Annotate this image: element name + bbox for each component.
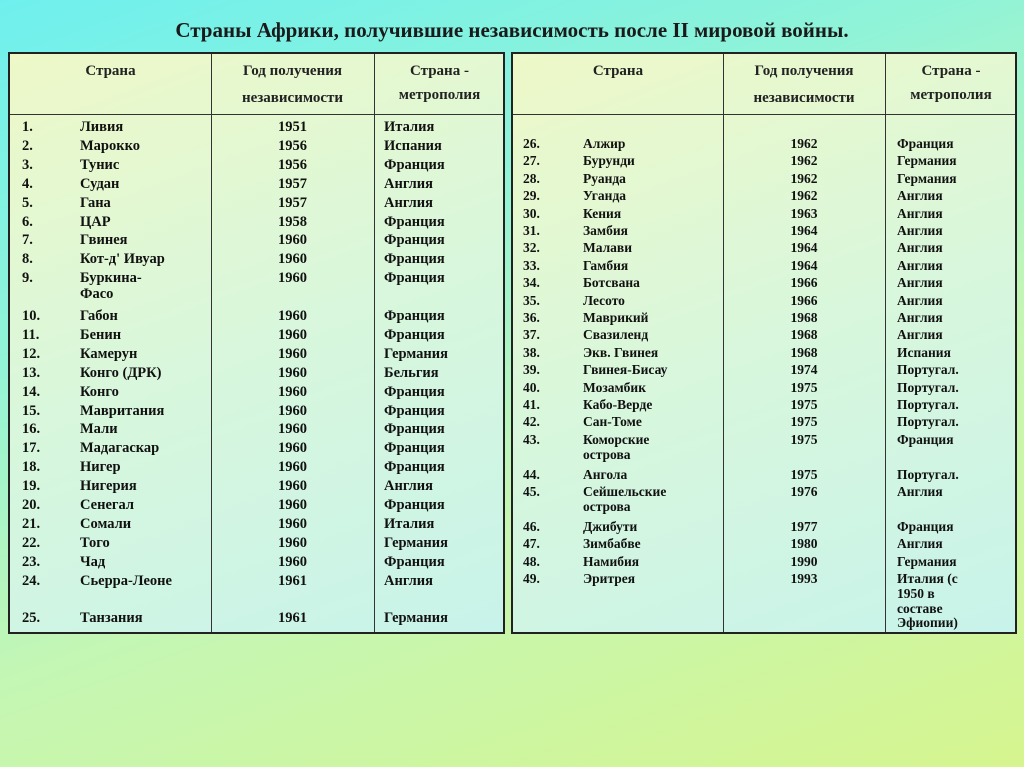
header-divider <box>10 114 503 115</box>
metropolis: Италия <box>384 515 435 532</box>
row-number: 42. <box>523 414 540 430</box>
column-divider <box>885 54 886 632</box>
metropolis: Португал. <box>897 414 959 430</box>
header-country: Страна <box>592 63 644 79</box>
metropolis: Англия <box>897 536 943 552</box>
independence-year: 1957 <box>278 175 307 192</box>
metropolis: Италия (с <box>897 571 958 586</box>
country-name-cont: острова <box>583 498 631 514</box>
row-number: 21. <box>22 515 41 532</box>
country-name: Сьерра-Леоне <box>80 572 172 589</box>
independence-year: 1960 <box>278 270 307 287</box>
country-name: Чад <box>80 553 106 570</box>
row-number: 15. <box>22 402 41 419</box>
header-metro-line2: метрополия <box>398 87 481 103</box>
row-number: 33. <box>523 257 540 273</box>
metropolis: Англия <box>897 240 943 256</box>
independence-year: 1964 <box>790 240 818 256</box>
independence-year: 1960 <box>278 383 307 400</box>
metropolis: Франция <box>384 308 445 324</box>
country-name: Бенин <box>80 326 122 343</box>
row-number: 30. <box>523 205 540 221</box>
row-number: 5. <box>22 194 33 211</box>
column-divider <box>374 54 375 632</box>
independence-year: 1960 <box>278 459 307 476</box>
metropolis: Англия <box>897 275 943 291</box>
row-number: 4. <box>22 175 33 192</box>
country-name: Сейшельские <box>583 484 667 499</box>
metropolis: Франция <box>897 136 954 151</box>
metropolis: Англия <box>897 188 943 204</box>
metropolis: Франция <box>384 383 445 400</box>
country-name: Ливия <box>80 119 124 135</box>
header-year-line2: независимости <box>241 90 344 106</box>
row-number: 24. <box>22 572 41 589</box>
country-name: Нигерия <box>80 478 137 495</box>
row-number: 35. <box>523 292 540 308</box>
independence-year: 1960 <box>278 326 307 343</box>
row-number: 1. <box>22 119 33 135</box>
country-name: Кения <box>583 205 622 221</box>
country-name: Буркина- <box>80 270 142 287</box>
metropolis: Португал. <box>897 466 959 482</box>
country-name: Нигер <box>80 459 121 476</box>
row-number: 10. <box>22 308 41 324</box>
row-number: 47. <box>523 536 540 552</box>
country-name: Гвинея-Бисау <box>583 362 668 378</box>
metropolis: Франция <box>384 459 445 476</box>
row-number: 41. <box>523 397 540 412</box>
country-name: Мадагаскар <box>80 440 160 457</box>
metropolis: Франция <box>384 553 445 570</box>
row-number: 12. <box>22 345 41 362</box>
metropolis: Бельгия <box>384 364 439 381</box>
independence-year: 1960 <box>278 402 307 419</box>
metropolis: Франция <box>897 431 954 447</box>
row-number: 18. <box>22 459 41 476</box>
country-name: Замбия <box>583 223 628 238</box>
independence-year: 1975 <box>790 397 818 412</box>
row-number: 37. <box>523 327 540 343</box>
row-number: 29. <box>523 188 540 204</box>
independence-year: 1962 <box>790 153 818 169</box>
country-name: Лесото <box>583 292 625 308</box>
metropolis-cont: Эфиопии) <box>897 615 958 631</box>
independence-year: 1966 <box>790 275 818 291</box>
metropolis: Испания <box>897 344 951 360</box>
metropolis-cont: составе <box>897 600 943 616</box>
country-name: Кабо-Верде <box>583 397 653 412</box>
independence-year: 1993 <box>790 571 818 586</box>
metropolis: Испания <box>384 137 442 154</box>
independence-year: 1962 <box>790 170 818 186</box>
metropolis: Англия <box>384 175 434 192</box>
independence-year: 1962 <box>790 188 818 204</box>
metropolis: Португал. <box>897 379 959 395</box>
country-name: Сан-Томе <box>583 414 642 430</box>
row-number: 32. <box>523 240 540 256</box>
independence-year: 1960 <box>278 553 307 570</box>
independence-year: 1980 <box>790 536 818 552</box>
independence-year: 1960 <box>278 534 307 551</box>
metropolis: Англия <box>897 223 943 238</box>
independence-year: 1968 <box>790 344 818 360</box>
row-number: 20. <box>22 497 41 513</box>
metropolis: Англия <box>384 194 434 211</box>
row-number: 34. <box>523 275 540 291</box>
independence-year: 1966 <box>790 292 818 308</box>
row-number: 31. <box>523 223 540 238</box>
independence-year: 1960 <box>278 251 307 268</box>
independence-table-right <box>511 52 1017 634</box>
independence-year: 1964 <box>790 257 818 273</box>
independence-year: 1962 <box>790 136 818 151</box>
country-name: Эритрея <box>583 571 636 586</box>
independence-year: 1975 <box>790 414 818 430</box>
metropolis: Франция <box>384 326 445 343</box>
independence-year: 1976 <box>790 484 818 499</box>
independence-year: 1963 <box>790 205 818 221</box>
row-number: 2. <box>22 137 33 154</box>
metropolis: Англия <box>897 327 943 343</box>
independence-year: 1960 <box>278 440 307 457</box>
metropolis: Франция <box>384 497 445 513</box>
row-number: 44. <box>523 466 540 482</box>
independence-year: 1951 <box>278 119 307 135</box>
page-title: Страны Африки, получившие независимость после II мировой войны. <box>175 18 849 42</box>
row-number: 49. <box>523 571 540 586</box>
metropolis: Англия <box>897 257 943 273</box>
metropolis: Англия <box>384 572 434 589</box>
independence-year: 1974 <box>790 362 818 378</box>
metropolis: Франция <box>384 440 445 457</box>
country-name: Уганда <box>583 188 627 204</box>
independence-year: 1958 <box>278 213 307 230</box>
independence-year: 1960 <box>278 421 307 438</box>
country-name: Алжир <box>583 136 626 151</box>
row-number: 25. <box>22 610 41 627</box>
country-name: Габон <box>80 308 118 324</box>
row-number: 7. <box>22 232 33 249</box>
independence-year: 1975 <box>790 379 818 395</box>
country-name: Руанда <box>583 170 626 186</box>
metropolis: Франция <box>384 251 445 268</box>
header-year-line2: независимости <box>753 90 855 106</box>
row-number: 22. <box>22 534 41 551</box>
metropolis: Франция <box>384 421 445 438</box>
metropolis: Германия <box>897 153 957 169</box>
country-name: Маврикий <box>583 310 649 325</box>
country-name: Бурунди <box>583 153 635 169</box>
row-number: 19. <box>22 478 41 495</box>
country-name: Гана <box>80 194 111 211</box>
country-name: Мавритания <box>80 402 165 419</box>
independence-year: 1956 <box>278 156 307 173</box>
country-name-cont: острова <box>583 446 631 462</box>
country-name: Кот-д' Ивуар <box>80 251 165 268</box>
metropolis: Англия <box>897 292 943 308</box>
country-name: Сомали <box>80 515 132 532</box>
metropolis: Франция <box>897 518 954 534</box>
independence-year: 1964 <box>790 223 818 238</box>
country-name: Танзания <box>80 610 143 627</box>
independence-year: 1960 <box>278 308 307 324</box>
metropolis: Португал. <box>897 397 959 412</box>
header-country: Страна <box>85 63 136 79</box>
metropolis: Англия <box>384 478 434 495</box>
row-number: 17. <box>22 440 41 457</box>
country-name-cont: Фасо <box>80 286 114 303</box>
country-name: Гамбия <box>583 257 629 273</box>
metropolis: Португал. <box>897 362 959 378</box>
country-name: Намибия <box>583 553 640 569</box>
country-name: Зимбабве <box>583 536 641 552</box>
row-number: 16. <box>22 421 41 438</box>
row-number: 3. <box>22 156 33 173</box>
header-metro-line2: метрополия <box>910 87 992 103</box>
country-name: Камерун <box>80 345 138 362</box>
row-number: 43. <box>523 431 540 447</box>
row-number: 48. <box>523 553 540 569</box>
row-number: 14. <box>22 383 41 400</box>
independence-table-left <box>8 52 505 634</box>
country-name: Джибути <box>583 518 638 534</box>
country-name: Конго <box>80 383 119 400</box>
country-name: Судан <box>80 175 120 192</box>
row-number: 40. <box>523 379 540 395</box>
independence-year: 1960 <box>278 478 307 495</box>
row-number: 39. <box>523 362 540 378</box>
independence-year: 1960 <box>278 345 307 362</box>
metropolis: Франция <box>384 232 445 249</box>
independence-year: 1990 <box>790 553 818 569</box>
metropolis: Германия <box>384 345 448 362</box>
metropolis: Англия <box>897 310 943 325</box>
row-number: 26. <box>523 136 540 151</box>
independence-year: 1961 <box>278 610 307 627</box>
row-number: 13. <box>22 364 41 381</box>
independence-year: 1960 <box>278 515 307 532</box>
independence-year: 1961 <box>278 572 307 589</box>
metropolis: Англия <box>897 205 943 221</box>
metropolis: Италия <box>384 119 435 135</box>
row-number: 36. <box>523 310 540 325</box>
country-name: ЦАР <box>80 213 111 230</box>
country-name: Конго (ДРК) <box>80 364 162 381</box>
independence-year: 1960 <box>278 364 307 381</box>
country-name: Марокко <box>80 137 141 154</box>
header-year-line1: Год получения <box>242 63 342 79</box>
metropolis: Франция <box>384 213 445 230</box>
row-number: 11. <box>22 326 40 343</box>
country-name: Мозамбик <box>583 379 646 395</box>
country-name: Того <box>80 534 110 551</box>
header-metro-line1: Страна - <box>921 63 981 79</box>
row-number: 45. <box>523 484 540 499</box>
independence-year: 1975 <box>790 431 818 447</box>
row-number: 38. <box>523 344 540 360</box>
metropolis: Франция <box>384 156 445 173</box>
country-name: Мали <box>80 421 118 438</box>
country-name: Коморские <box>583 431 650 447</box>
metropolis-cont: 1950 в <box>897 585 935 601</box>
row-number: 6. <box>22 213 33 230</box>
row-number: 23. <box>22 553 41 570</box>
country-name: Ангола <box>583 466 628 482</box>
row-number: 27. <box>523 153 540 169</box>
header-metro-line1: Страна - <box>410 63 469 79</box>
independence-year: 1975 <box>790 466 818 482</box>
row-number: 46. <box>523 518 540 534</box>
metropolis: Англия <box>897 484 943 499</box>
header-year-line1: Год получения <box>754 63 854 79</box>
country-name: Свазиленд <box>583 327 649 343</box>
metropolis: Франция <box>384 270 445 287</box>
independence-year: 1957 <box>278 194 307 211</box>
independence-year: 1960 <box>278 497 307 513</box>
country-name: Малави <box>583 240 633 256</box>
metropolis: Германия <box>384 610 448 627</box>
metropolis: Франция <box>384 402 445 419</box>
country-name: Гвинея <box>80 232 128 249</box>
country-name: Ботсвана <box>583 275 640 291</box>
metropolis: Германия <box>897 553 957 569</box>
header-divider <box>513 114 1015 115</box>
country-name: Экв. Гвинея <box>583 344 659 360</box>
independence-year: 1977 <box>790 518 818 534</box>
country-name: Тунис <box>80 156 120 173</box>
row-number: 28. <box>523 170 540 186</box>
independence-year: 1968 <box>790 327 818 343</box>
independence-year: 1968 <box>790 310 818 325</box>
row-number: 8. <box>22 251 33 268</box>
metropolis: Германия <box>897 170 957 186</box>
independence-year: 1960 <box>278 232 307 249</box>
country-name: Сенегал <box>80 497 134 513</box>
metropolis: Германия <box>384 534 448 551</box>
independence-year: 1956 <box>278 137 307 154</box>
row-number: 9. <box>22 270 33 287</box>
